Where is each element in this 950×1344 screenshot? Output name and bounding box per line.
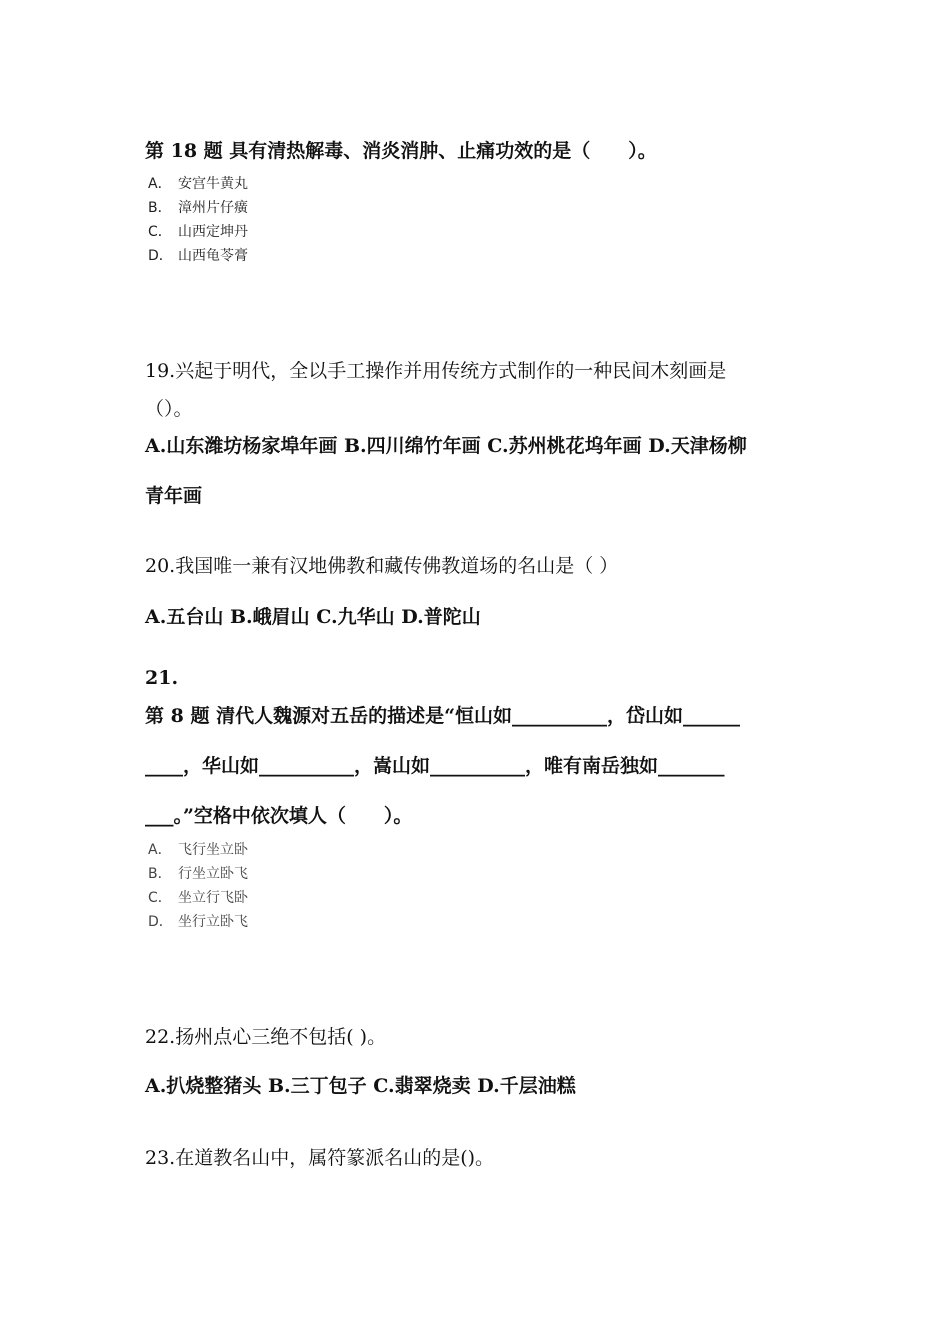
q21-stem-line1: 第 8 题 清代人魏源对五岳的描述是“恒山如__________，岱山如______	[145, 705, 740, 727]
q21-number: 21.	[145, 667, 179, 689]
option-letter: A．	[148, 842, 172, 858]
option-letter: C．	[148, 224, 172, 240]
q21-option-c	[148, 888, 248, 908]
q18-option-d	[148, 246, 248, 266]
option-text: 山西定坤丹	[178, 224, 248, 240]
q18-option-a	[148, 174, 248, 194]
option-letter: D．	[148, 248, 173, 264]
option-text: 飞行坐立卧	[178, 842, 248, 858]
q19-stem-line1: 19.兴起于明代，全以手工操作并用传统方式制作的一种民间木刻画是	[145, 360, 727, 382]
q18-stem: 第 18 题 具有清热解毒、消炎消肿、止痛功效的是（ ）。	[145, 140, 657, 162]
option-text: 坐立行飞卧	[178, 890, 248, 906]
q20-answer: A.五台山 B.峨眉山 C.九华山 D.普陀山	[145, 606, 481, 628]
q23-stem: 23.在道教名山中，属符篆派名山的是()。	[145, 1147, 495, 1169]
option-letter: B．	[148, 866, 172, 882]
option-text: 安宫牛黄丸	[178, 176, 248, 192]
q18-option-c	[148, 222, 248, 242]
q20-stem: 20.我国唯一兼有汉地佛教和藏传佛教道场的名山是（ ）	[145, 555, 619, 577]
option-letter: A．	[148, 176, 172, 192]
q22-stem: 22.扬州点心三绝不包括( )。	[145, 1026, 387, 1048]
option-text: 坐行立卧飞	[178, 914, 248, 930]
q21-option-d	[148, 912, 248, 932]
q18-option-b	[148, 198, 248, 218]
option-text: 行坐立卧飞	[178, 866, 248, 882]
q19-answer-line1: A.山东潍坊杨家埠年画 B.四川绵竹年画 C.苏州桃花坞年画 D.天津杨柳	[145, 435, 747, 457]
q21-stem-line3: ___。”空格中依次填人（ ）。	[145, 805, 413, 827]
option-letter: B．	[148, 200, 172, 216]
option-text: 漳州片仔癀	[178, 200, 248, 216]
option-letter: D．	[148, 914, 173, 930]
q21-stem-line2: ____，华山如__________，嵩山如__________，唯有南岳独如_______	[145, 755, 725, 777]
option-letter: C．	[148, 890, 172, 906]
q22-answer: A.扒烧整猪头 B.三丁包子 C.翡翠烧卖 D.千层油糕	[145, 1075, 576, 1097]
q19-stem-line2: （）。	[145, 398, 193, 420]
q19-answer-line2: 青年画	[145, 485, 203, 507]
option-text: 山西龟苓膏	[178, 248, 248, 264]
q21-option-b	[148, 864, 248, 884]
q21-option-a	[148, 840, 248, 860]
